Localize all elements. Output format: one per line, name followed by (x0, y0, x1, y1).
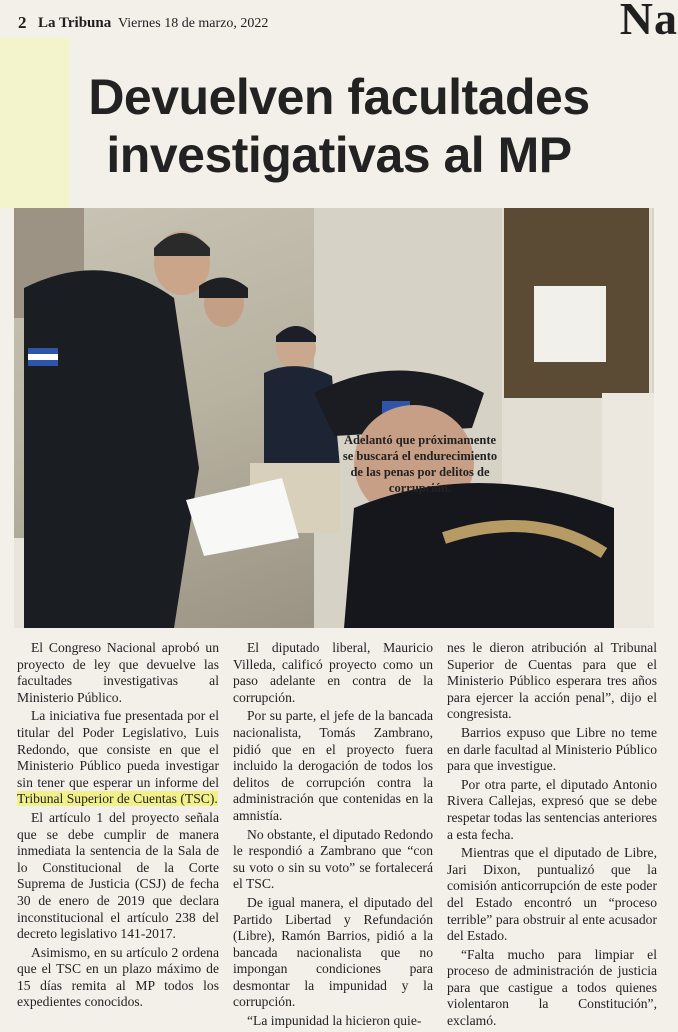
photo-illustration (14, 208, 654, 628)
headline-line-1: Devuelven facultades (88, 69, 590, 125)
paragraph: Mientras que el diputado de Libre, Jari Dixon, puntualizó que la comisión anticorrupción de este poder del Estado encontró un “proceso terrible” para obstruir al ente acusador del Estado. (447, 845, 657, 944)
issue-date: Viernes 18 de marzo, 2022 (118, 16, 269, 31)
article-column-3 (447, 640, 657, 1032)
highlighted-text: Tribunal Superior de Cuentas (TSC). (17, 791, 218, 807)
paragraph: No obstante, el diputado Redondo le respondió a Zambrano que “con su voto o sin su voto” se fortalecerá el TSC. (233, 826, 433, 892)
paragraph: Por otra parte, el diputado Antonio Rivera Callejas, expresó que se debe respetar todas las sentencias anteriores a esta fecha. (447, 776, 657, 842)
paragraph: Barrios expuso que Libre no teme en darle facultad al Ministerio Público para que investigue. (447, 724, 657, 774)
paragraph: De igual manera, el diputado del Partido Libertad y Refundación (Libre), Ramón Barrios, pidió a la bancada nacionalista que no impongan condiciones para desmontar la impunidad y la corrupción. (233, 894, 433, 1010)
page-header (0, 0, 678, 44)
paragraph: “La impunidad la hicieron quie- (247, 1013, 422, 1029)
photo-caption: Adelantó que próximamente se buscará el endurecimiento de las penas por delitos de corrupción. (342, 433, 498, 495)
page-number: 2 (18, 13, 27, 32)
paragraph: nes le dieron atribución al Tribunal Superior de Cuentas para que el Ministerio Público esperara tres años para ejercer la acción penal”, dijo el congresista. (447, 640, 657, 722)
paragraph: Asimismo, en su artículo 2 ordena que el TSC en un plazo máximo de 15 días remita al MP todos los expedientes conocidos. (17, 944, 219, 1010)
newspaper-name: La Tribuna (38, 15, 112, 31)
headline (14, 68, 664, 184)
paragraph: Por su parte, el jefe de la bancada nacionalista, Tomás Zambrano, pidió que en el proyecto fuera incluido la derogación de todos los delitos de corrupción contra la administración que contenidas en la amnistía. (233, 708, 433, 823)
news-photo (14, 208, 654, 628)
paragraph: La iniciativa fue presentada por el titular del Poder Legislativo, Luis Redondo, que consiste en que el Ministerio Público pueda investigar sin tener que esperar un informe del Tribunal Superior de Cuentas (TSC). (17, 708, 219, 807)
article-column-2 (233, 640, 433, 1032)
section-title: Na (619, 0, 678, 44)
headline-line-2: investigativas al MP (106, 127, 572, 183)
paragraph: El diputado liberal, Mauricio Villeda, calificó proyecto como un paso adelante en contra de la corrupción. (233, 640, 433, 705)
paragraph: El Congreso Nacional aprobó un proyecto de ley que devuelve las facultades investigativas al Ministerio Público. (17, 640, 219, 705)
paragraph: “Falta mucho para limpiar el proceso de administración de justicia para que castigue a todos quienes violentaron la Constitución”, exclamó. (447, 946, 657, 1029)
article-column-1 (17, 640, 219, 1013)
paragraph: El artículo 1 del proyecto señala que se debe cumplir de manera inmediata la sentencia de la Sala de lo Constitucional de la Corte Suprema de Justicia (CSJ) de fecha 30 de enero de 2019 que declara inconstitucional el artículo 238 del decreto legislativo 141-2017. (17, 809, 219, 942)
